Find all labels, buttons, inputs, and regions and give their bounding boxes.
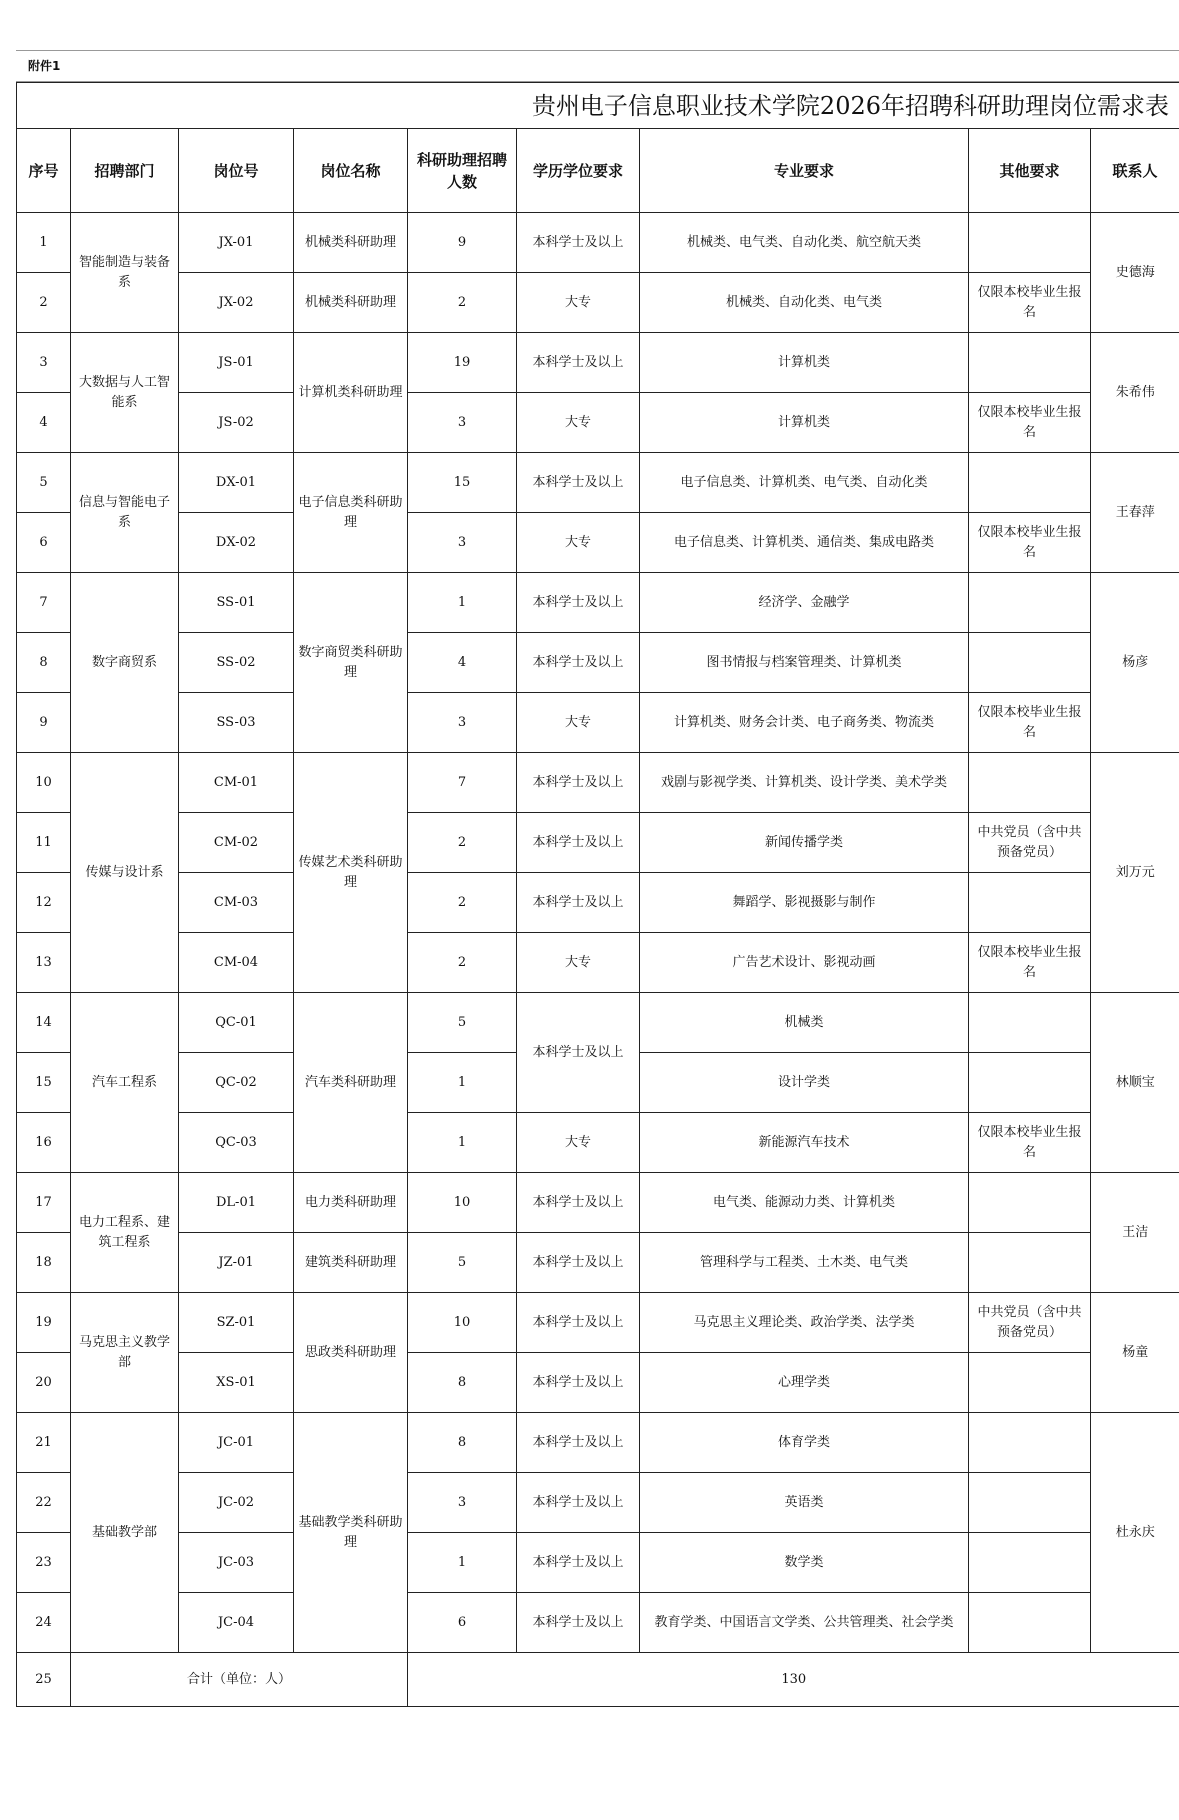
cell-contact: 杜永庆 — [1091, 1413, 1179, 1653]
cell-count: 2 — [408, 813, 517, 873]
cell-major: 戏剧与影视学类、计算机类、设计学类、美术学类 — [640, 753, 969, 813]
table-row — [17, 513, 1179, 573]
table-row — [17, 1293, 1179, 1353]
cell-code: JC-04 — [179, 1593, 294, 1653]
cell-name: 机械类科研助理 — [294, 273, 408, 333]
cell-major: 广告艺术设计、影视动画 — [640, 933, 969, 993]
cell-edu: 大专 — [517, 393, 640, 453]
cell-seq: 6 — [17, 513, 71, 573]
cell-code: JZ-01 — [179, 1233, 294, 1293]
cell-edu: 本科学士及以上 — [517, 1413, 640, 1473]
cell-major: 教育学类、中国语言文学类、公共管理类、社会学类 — [640, 1593, 969, 1653]
cell-major: 机械类 — [640, 993, 969, 1053]
cell-seq: 19 — [17, 1293, 71, 1353]
cell-dept: 电力工程系、建筑工程系 — [71, 1173, 179, 1293]
cell-major: 电气类、能源动力类、计算机类 — [640, 1173, 969, 1233]
table-row — [17, 333, 1179, 393]
cell-code: CM-01 — [179, 753, 294, 813]
cell-major: 管理科学与工程类、土木类、电气类 — [640, 1233, 969, 1293]
cell-major: 数学类 — [640, 1533, 969, 1593]
header-row — [17, 129, 1179, 213]
cell-major: 计算机类、财务会计类、电子商务类、物流类 — [640, 693, 969, 753]
cell-contact: 林顺宝 — [1091, 993, 1179, 1173]
cell-contact: 王洁 — [1091, 1173, 1179, 1293]
cell-edu: 本科学士及以上 — [517, 1173, 640, 1233]
cell-count: 9 — [408, 213, 517, 273]
cell-seq: 7 — [17, 573, 71, 633]
total-value: 130 — [408, 1653, 1179, 1707]
cell-name: 机械类科研助理 — [294, 213, 408, 273]
cell-code: JX-01 — [179, 213, 294, 273]
cell-edu: 本科学士及以上 — [517, 1233, 640, 1293]
cell-count: 5 — [408, 993, 517, 1053]
cell-contact: 刘万元 — [1091, 753, 1179, 993]
table-row — [17, 393, 1179, 453]
header-contact: 联系人 — [1091, 129, 1179, 213]
cell-edu: 大专 — [517, 273, 640, 333]
cell-other — [969, 213, 1091, 273]
cell-contact: 王春萍 — [1091, 453, 1179, 573]
table-row — [17, 933, 1179, 993]
cell-other — [969, 1353, 1091, 1413]
cell-edu: 本科学士及以上 — [517, 813, 640, 873]
cell-name: 汽车类科研助理 — [294, 993, 408, 1173]
header-seq: 序号 — [17, 129, 71, 213]
cell-code: CM-03 — [179, 873, 294, 933]
cell-count: 15 — [408, 453, 517, 513]
table-row — [17, 1233, 1179, 1293]
header-other: 其他要求 — [969, 129, 1091, 213]
cell-edu: 本科学士及以上 — [517, 1293, 640, 1353]
cell-major: 计算机类 — [640, 333, 969, 393]
cell-code: CM-02 — [179, 813, 294, 873]
cell-major: 计算机类 — [640, 393, 969, 453]
cell-seq: 12 — [17, 873, 71, 933]
cell-other — [969, 1593, 1091, 1653]
cell-major: 心理学类 — [640, 1353, 969, 1413]
cell-dept: 大数据与人工智能系 — [71, 333, 179, 453]
cell-code: DX-01 — [179, 453, 294, 513]
cell-dept: 数字商贸系 — [71, 573, 179, 753]
recruitment-sheet — [16, 50, 1179, 1707]
cell-dept: 传媒与设计系 — [71, 753, 179, 993]
cell-code: JS-02 — [179, 393, 294, 453]
cell-count: 10 — [408, 1173, 517, 1233]
table-row — [17, 273, 1179, 333]
cell-seq: 2 — [17, 273, 71, 333]
cell-major: 设计学类 — [640, 1053, 969, 1113]
cell-edu: 本科学士及以上 — [517, 753, 640, 813]
cell-edu: 本科学士及以上 — [517, 453, 640, 513]
cell-other — [969, 1233, 1091, 1293]
cell-name: 电力类科研助理 — [294, 1173, 408, 1233]
cell-code: JC-02 — [179, 1473, 294, 1533]
cell-edu: 本科学士及以上 — [517, 1473, 640, 1533]
cell-seq: 4 — [17, 393, 71, 453]
cell-other: 中共党员（含中共预备党员） — [969, 1293, 1091, 1353]
table-row — [17, 1113, 1179, 1173]
cell-seq: 11 — [17, 813, 71, 873]
cell-count: 5 — [408, 1233, 517, 1293]
cell-other — [969, 1413, 1091, 1473]
cell-major: 图书情报与档案管理类、计算机类 — [640, 633, 969, 693]
table-row — [17, 873, 1179, 933]
header-major: 专业要求 — [640, 129, 969, 213]
cell-code: CM-04 — [179, 933, 294, 993]
cell-count: 8 — [408, 1413, 517, 1473]
cell-contact: 杨彦 — [1091, 573, 1179, 753]
cell-count: 19 — [408, 333, 517, 393]
cell-seq: 1 — [17, 213, 71, 273]
cell-code: DL-01 — [179, 1173, 294, 1233]
cell-count: 3 — [408, 513, 517, 573]
cell-code: JC-03 — [179, 1533, 294, 1593]
cell-code: QC-01 — [179, 993, 294, 1053]
cell-count: 1 — [408, 1053, 517, 1113]
cell-seq: 18 — [17, 1233, 71, 1293]
cell-count: 2 — [408, 273, 517, 333]
cell-other: 仅限本校毕业生报名 — [969, 1113, 1091, 1173]
cell-count: 3 — [408, 1473, 517, 1533]
total-label: 合计（单位：人） — [71, 1653, 408, 1707]
cell-other — [969, 633, 1091, 693]
positions-table — [16, 82, 1179, 1707]
header-code: 岗位号 — [179, 129, 294, 213]
cell-seq: 23 — [17, 1533, 71, 1593]
cell-other — [969, 993, 1091, 1053]
cell-name: 思政类科研助理 — [294, 1293, 408, 1413]
cell-count: 1 — [408, 1113, 517, 1173]
header-name: 岗位名称 — [294, 129, 408, 213]
cell-seq: 3 — [17, 333, 71, 393]
cell-count: 4 — [408, 633, 517, 693]
cell-major: 体育学类 — [640, 1413, 969, 1473]
cell-contact: 朱希伟 — [1091, 333, 1179, 453]
cell-other — [969, 1053, 1091, 1113]
cell-edu: 本科学士及以上 — [517, 213, 640, 273]
cell-other — [969, 1473, 1091, 1533]
table-row — [17, 753, 1179, 813]
cell-other: 仅限本校毕业生报名 — [969, 933, 1091, 993]
cell-edu: 本科学士及以上 — [517, 333, 640, 393]
cell-name: 建筑类科研助理 — [294, 1233, 408, 1293]
cell-code: JX-02 — [179, 273, 294, 333]
cell-other: 仅限本校毕业生报名 — [969, 693, 1091, 753]
table-row — [17, 1353, 1179, 1413]
cell-major: 电子信息类、计算机类、通信类、集成电路类 — [640, 513, 969, 573]
table-row — [17, 1473, 1179, 1533]
cell-seq: 5 — [17, 453, 71, 513]
cell-seq: 16 — [17, 1113, 71, 1173]
cell-count: 1 — [408, 573, 517, 633]
cell-major: 新能源汽车技术 — [640, 1113, 969, 1173]
attachment-label: 附件1 — [16, 50, 1179, 82]
cell-major: 经济学、金融学 — [640, 573, 969, 633]
cell-name: 计算机类科研助理 — [294, 333, 408, 453]
cell-edu: 本科学士及以上 — [517, 1593, 640, 1653]
cell-count: 8 — [408, 1353, 517, 1413]
header-count: 科研助理招聘人数 — [408, 129, 517, 213]
cell-other: 中共党员（含中共预备党员） — [969, 813, 1091, 873]
table-row — [17, 1593, 1179, 1653]
cell-count: 7 — [408, 753, 517, 813]
page-title: 贵州电子信息职业技术学院2026年招聘科研助理岗位需求表 — [17, 83, 1179, 129]
table-row — [17, 993, 1179, 1053]
cell-edu: 本科学士及以上 — [517, 633, 640, 693]
cell-other: 仅限本校毕业生报名 — [969, 393, 1091, 453]
cell-code: JC-01 — [179, 1413, 294, 1473]
cell-dept: 汽车工程系 — [71, 993, 179, 1173]
cell-count: 3 — [408, 693, 517, 753]
cell-major: 舞蹈学、影视摄影与制作 — [640, 873, 969, 933]
cell-seq: 8 — [17, 633, 71, 693]
cell-edu: 本科学士及以上 — [517, 1533, 640, 1593]
cell-count: 6 — [408, 1593, 517, 1653]
cell-other — [969, 753, 1091, 813]
cell-edu: 大专 — [517, 933, 640, 993]
table-row — [17, 1413, 1179, 1473]
cell-code: XS-01 — [179, 1353, 294, 1413]
table-row — [17, 573, 1179, 633]
cell-edu: 大专 — [517, 513, 640, 573]
cell-major: 机械类、自动化类、电气类 — [640, 273, 969, 333]
cell-seq: 15 — [17, 1053, 71, 1113]
cell-other: 仅限本校毕业生报名 — [969, 513, 1091, 573]
cell-dept: 智能制造与装备系 — [71, 213, 179, 333]
cell-seq: 22 — [17, 1473, 71, 1533]
cell-other — [969, 1533, 1091, 1593]
cell-seq: 13 — [17, 933, 71, 993]
cell-count: 10 — [408, 1293, 517, 1353]
cell-contact: 史德海 — [1091, 213, 1179, 333]
cell-seq: 21 — [17, 1413, 71, 1473]
cell-other: 仅限本校毕业生报名 — [969, 273, 1091, 333]
cell-name: 传媒艺术类科研助理 — [294, 753, 408, 993]
cell-major: 电子信息类、计算机类、电气类、自动化类 — [640, 453, 969, 513]
cell-seq: 9 — [17, 693, 71, 753]
cell-other — [969, 873, 1091, 933]
cell-edu: 本科学士及以上 — [517, 1353, 640, 1413]
cell-name: 基础教学类科研助理 — [294, 1413, 408, 1653]
table-row — [17, 633, 1179, 693]
header-dept: 招聘部门 — [71, 129, 179, 213]
cell-code: SS-01 — [179, 573, 294, 633]
cell-edu: 本科学士及以上 — [517, 573, 640, 633]
cell-major: 新闻传播学类 — [640, 813, 969, 873]
cell-edu: 本科学士及以上 — [517, 873, 640, 933]
cell-name: 电子信息类科研助理 — [294, 453, 408, 573]
cell-code: DX-02 — [179, 513, 294, 573]
header-edu: 学历学位要求 — [517, 129, 640, 213]
cell-count: 2 — [408, 873, 517, 933]
cell-seq: 10 — [17, 753, 71, 813]
cell-count: 1 — [408, 1533, 517, 1593]
cell-seq: 17 — [17, 1173, 71, 1233]
total-seq: 25 — [17, 1653, 71, 1707]
cell-code: QC-02 — [179, 1053, 294, 1113]
cell-dept: 基础教学部 — [71, 1413, 179, 1653]
cell-edu: 大专 — [517, 1113, 640, 1173]
cell-other — [969, 573, 1091, 633]
cell-seq: 14 — [17, 993, 71, 1053]
total-row — [17, 1653, 1179, 1707]
cell-other — [969, 1173, 1091, 1233]
cell-major: 机械类、电气类、自动化类、航空航天类 — [640, 213, 969, 273]
cell-code: JS-01 — [179, 333, 294, 393]
cell-edu: 本科学士及以上 — [517, 993, 640, 1113]
cell-code: QC-03 — [179, 1113, 294, 1173]
cell-code: SS-03 — [179, 693, 294, 753]
cell-dept: 马克思主义教学部 — [71, 1293, 179, 1413]
cell-code: SZ-01 — [179, 1293, 294, 1353]
table-row — [17, 213, 1179, 273]
cell-count: 2 — [408, 933, 517, 993]
cell-major: 英语类 — [640, 1473, 969, 1533]
cell-name: 数字商贸类科研助理 — [294, 573, 408, 753]
cell-edu: 大专 — [517, 693, 640, 753]
table-row — [17, 693, 1179, 753]
cell-major: 马克思主义理论类、政治学类、法学类 — [640, 1293, 969, 1353]
cell-other — [969, 333, 1091, 393]
cell-contact: 杨童 — [1091, 1293, 1179, 1413]
table-row — [17, 453, 1179, 513]
table-row — [17, 813, 1179, 873]
cell-seq: 24 — [17, 1593, 71, 1653]
cell-count: 3 — [408, 393, 517, 453]
cell-other — [969, 453, 1091, 513]
cell-code: SS-02 — [179, 633, 294, 693]
cell-dept: 信息与智能电子系 — [71, 453, 179, 573]
cell-seq: 20 — [17, 1353, 71, 1413]
table-row — [17, 1533, 1179, 1593]
table-row — [17, 1173, 1179, 1233]
